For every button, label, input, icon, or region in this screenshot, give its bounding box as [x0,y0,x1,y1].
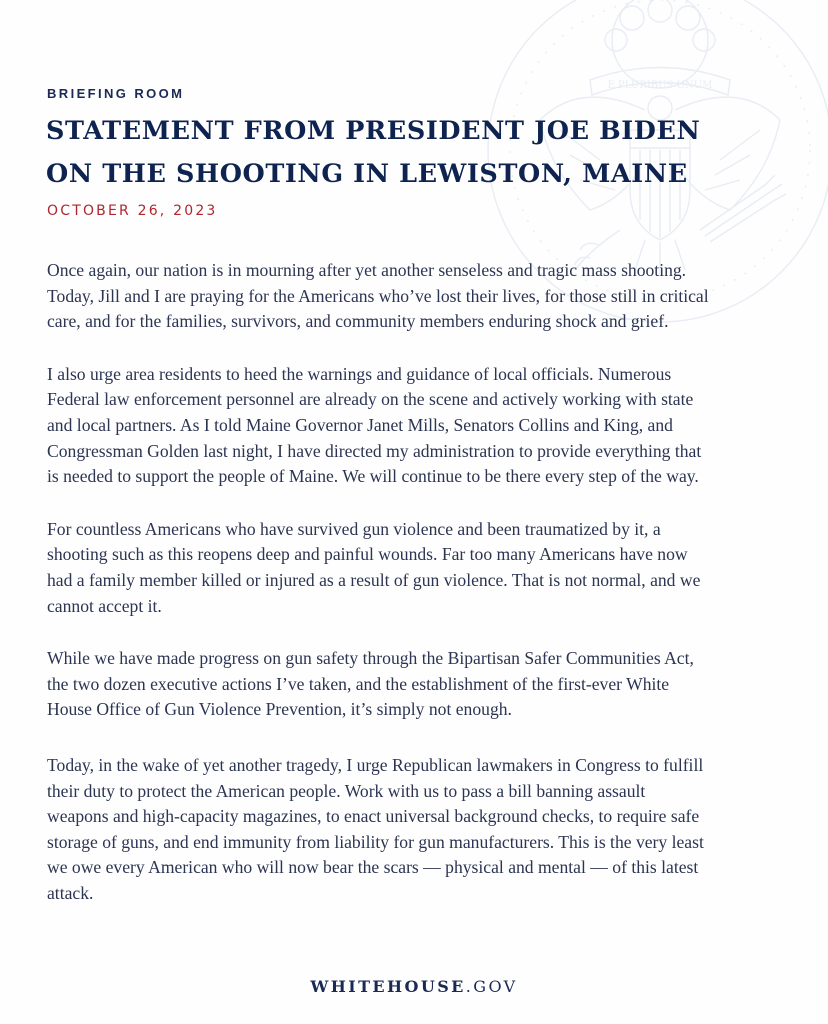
paragraph-line: House Office of Gun Violence Prevention, it’s simply not enough. [47,699,512,720]
site-name: WHITEHOUSE [310,977,466,996]
paragraph-line: shooting such as this reopens deep and painful wounds. Far too many Americans have now [47,544,688,565]
paragraph [47,362,817,490]
paragraph-line: had a family member killed or injured as a result of gun violence. That is not normal, and we [47,569,701,590]
statement-body [47,258,817,906]
paragraph-line: cannot accept it. [47,595,162,616]
paragraph-line: While we have made progress on gun safety through the Bipartisan Safer Communities Act, [47,648,694,669]
paragraph-line: and local partners. As I told Maine Governor Janet Mills, Senators Collins and King, and [47,414,673,435]
paragraph-line: their duty to protect the American people. Work with us to pass a bill banning assault [47,780,646,801]
site-domain: .GOV [465,977,518,996]
paragraph-line: Once again, our nation is in mourning after yet another senseless and tragic mass shooting. [47,260,687,280]
paragraph [47,753,817,907]
paragraph-line: care, and for the families, survivors, and community members enduring shock and grief. [47,311,669,332]
paragraph-line: weapons and high-capacity magazines, to enact universal background checks, to require safe [47,806,700,827]
paragraph [47,646,817,723]
paragraph-line: Today, in the wake of yet another tragedy, I urge Republican lawmakers in Congress to fulfill [47,754,704,775]
paragraph-line: is needed to support the people of Maine. We will continue to be there every step of the way. [47,466,699,487]
paragraph-line: storage of guns, and end immunity from liability for gun manufacturers. This is the very least [47,831,704,852]
paragraph [47,258,817,335]
title-line: STATEMENT FROM PRESIDENT JOE BIDEN [46,116,701,146]
paragraph-line: Congressman Golden last night, I have directed my administration to provide everything that [47,440,702,461]
paragraph-line: Federal law enforcement personnel are already on the scene and actively working with state [47,389,694,410]
title-line: ON THE SHOOTING IN LEWISTON, MAINE [46,159,688,189]
paragraph-line: For countless Americans who have survived gun violence and been traumatized by it, a [47,518,661,539]
site-footer [0,977,828,996]
paragraph-line: the two dozen executive actions I’ve taken, and the establishment of the first-ever White [47,673,670,694]
page-title [46,110,806,196]
paragraph-line: I also urge area residents to heed the warnings and guidance of local officials. Numerous [47,363,672,384]
paragraph-line: attack. [47,882,94,903]
section-label: BRIEFING ROOM [47,86,185,101]
seal-motto: E PLURIBUS UNUM [607,80,713,91]
paragraph-line: Today, Jill and I are praying for the Americans who’ve lost their lives, for those still in critical [47,285,709,306]
paragraph [47,517,817,619]
paragraph-line: we owe every American who will now bear the scars — physical and mental — of this latest [47,857,699,878]
publish-date: OCTOBER 26, 2023 [47,203,218,219]
